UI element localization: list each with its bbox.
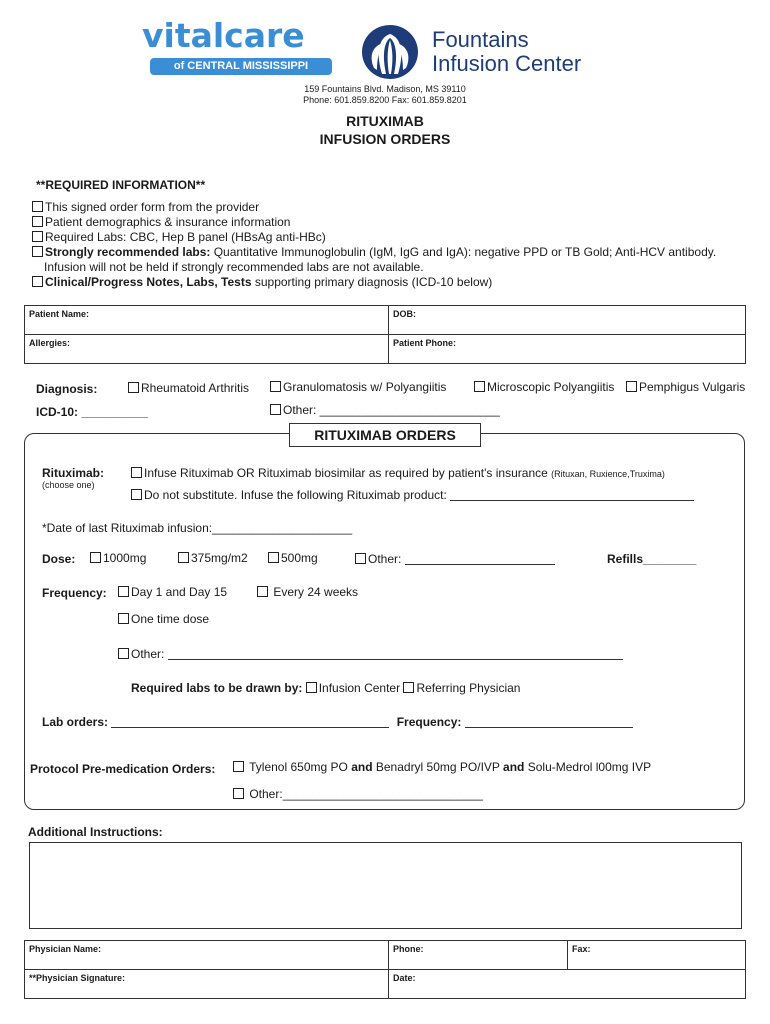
additional-instructions-box[interactable] (29, 842, 742, 929)
lab-frequency-line[interactable] (465, 727, 633, 728)
checkbox[interactable] (32, 276, 43, 287)
freq-one-time[interactable]: One time dose (118, 612, 209, 626)
required-item: Clinical/Progress Notes, Labs, Tests supporting primary diagnosis (ICD-10 below) (32, 275, 762, 290)
lab-orders-line[interactable] (111, 727, 389, 728)
dose-500[interactable]: 500mg (268, 551, 318, 565)
physician-name-field[interactable]: Physician Name: (25, 941, 389, 970)
required-item-cont: Infusion will not be held if strongly recommended labs are not available. (44, 260, 424, 274)
rituximab-label: Rituximab: (42, 466, 105, 480)
allergies-field[interactable]: Allergies: (25, 335, 389, 364)
date-field[interactable]: Date: (389, 970, 746, 999)
frequency-label: Frequency: (42, 586, 107, 600)
checkbox[interactable] (90, 552, 101, 563)
premed-other[interactable]: Other:______________________________ (233, 787, 483, 801)
physician-fax-field[interactable]: Fax: (568, 941, 746, 970)
address: 159 Fountains Blvd. Madison, MS 39110 (304, 84, 466, 94)
dx-pv[interactable]: Pemphigus Vulgaris (626, 380, 745, 394)
checkbox[interactable] (355, 553, 366, 564)
vitalcare-subtitle: of CENTRAL MISSISSIPPI (150, 58, 332, 75)
lab-orders-row: Lab orders: Frequency: (42, 715, 633, 729)
fountains-wordmark (432, 28, 581, 76)
dx-other[interactable]: Other: ___________________________ (270, 403, 500, 417)
last-infusion-date[interactable]: *Date of last Rituximab infusion:_____________________ (42, 521, 353, 535)
title-line2: INFUSION ORDERS (319, 131, 451, 147)
checkbox[interactable] (257, 586, 268, 597)
required-item: Strongly recommended labs: Quantitative Immunoglobulin (IgM, IgG and IgA): negative PPD or TB Gold; Anti-HCV antibody. (32, 245, 762, 260)
physician-signature-field[interactable]: **Physician Signature: (25, 970, 389, 999)
checkbox[interactable] (268, 552, 279, 563)
checkbox[interactable] (178, 552, 189, 563)
dose-other-line[interactable] (405, 564, 555, 565)
refills-field[interactable]: Refills________ (607, 552, 697, 566)
required-list (32, 200, 762, 290)
product-option-biosimilar[interactable]: Infuse Rituximab OR Rituximab biosimilar as required by patient's insurance (Rituxan, Ruxience,Truxima) (131, 466, 665, 480)
checkbox[interactable] (270, 404, 281, 415)
fountains-line2: Infusion Center (432, 51, 582, 76)
checkbox[interactable] (32, 216, 43, 227)
required-item: Required Labs: CBC, Hep B panel (HBsAg anti-HBc) (32, 230, 762, 245)
checkbox[interactable] (233, 788, 244, 799)
dx-gpa[interactable]: Granulomatosis w/ Polyangiitis (270, 380, 446, 394)
physician-phone-field[interactable]: Phone: (389, 941, 568, 970)
freq-other[interactable]: Other: (118, 647, 623, 661)
patient-phone-field[interactable]: Patient Phone: (389, 335, 746, 364)
vitalcare-wordmark: vitalcare (142, 16, 305, 55)
fountains-logo-icon (360, 24, 420, 80)
required-item: This signed order form from the provider (32, 200, 762, 215)
dx-mpa[interactable]: Microscopic Polyangiitis (474, 380, 614, 394)
checkbox[interactable] (128, 382, 139, 393)
freq-other-line[interactable] (168, 659, 623, 660)
premed-standard[interactable]: Tylenol 650mg PO and Benadryl 50mg PO/IVP and Solu-Medrol l00mg IVP (233, 760, 651, 774)
checkbox[interactable] (474, 381, 485, 392)
choose-one-note: (choose one) (42, 480, 95, 490)
dx-ra[interactable]: Rheumatoid Arthritis (128, 381, 249, 395)
title-line1: RITUXIMAB (346, 113, 424, 129)
checkbox[interactable] (32, 201, 43, 212)
checkbox[interactable] (131, 467, 142, 478)
dose-other[interactable]: Other: (355, 552, 555, 566)
vitalcare-logo (142, 18, 342, 80)
checkbox[interactable] (32, 246, 43, 257)
checkbox[interactable] (403, 682, 414, 693)
checkbox[interactable] (118, 648, 129, 659)
diagnosis-label: Diagnosis: (36, 382, 98, 396)
product-option-nosub[interactable]: Do not substitute. Infuse the following Rituximab product: (131, 488, 694, 502)
freq-day1-15[interactable]: Day 1 and Day 15 (118, 585, 227, 599)
checkbox[interactable] (131, 489, 142, 500)
premed-label: Protocol Pre-medication Orders: (30, 762, 216, 776)
checkbox[interactable] (306, 682, 317, 693)
fountains-line1: Fountains (432, 27, 529, 52)
dose-1000[interactable]: 1000mg (90, 551, 146, 565)
dose-label: Dose: (42, 552, 76, 566)
checkbox[interactable] (233, 761, 244, 772)
patient-name-field[interactable]: Patient Name: (25, 306, 389, 335)
phone-fax: Phone: 601.859.8200 Fax: 601.859.8201 (303, 95, 467, 105)
checkbox[interactable] (118, 586, 129, 597)
orders-title: RITUXIMAB ORDERS (289, 423, 481, 447)
checkbox[interactable] (118, 613, 129, 624)
icd10-field[interactable]: ICD-10: __________ (36, 405, 149, 419)
checkbox[interactable] (32, 231, 43, 242)
dob-field[interactable]: DOB: (389, 306, 746, 335)
dose-375[interactable]: 375mg/m2 (178, 551, 248, 565)
required-heading: **REQUIRED INFORMATION** (36, 178, 206, 192)
product-input-line[interactable] (450, 500, 694, 501)
required-item: Patient demographics & insurance information (32, 215, 762, 230)
freq-24weeks[interactable]: Every 24 weeks (257, 585, 358, 599)
checkbox[interactable] (626, 381, 637, 392)
physician-table (24, 940, 746, 999)
patient-table (24, 305, 746, 364)
additional-label: Additional Instructions: (28, 825, 163, 839)
labs-drawn-row: Required labs to be drawn by: Infusion Center Referring Physician (131, 681, 521, 695)
checkbox[interactable] (270, 381, 281, 392)
